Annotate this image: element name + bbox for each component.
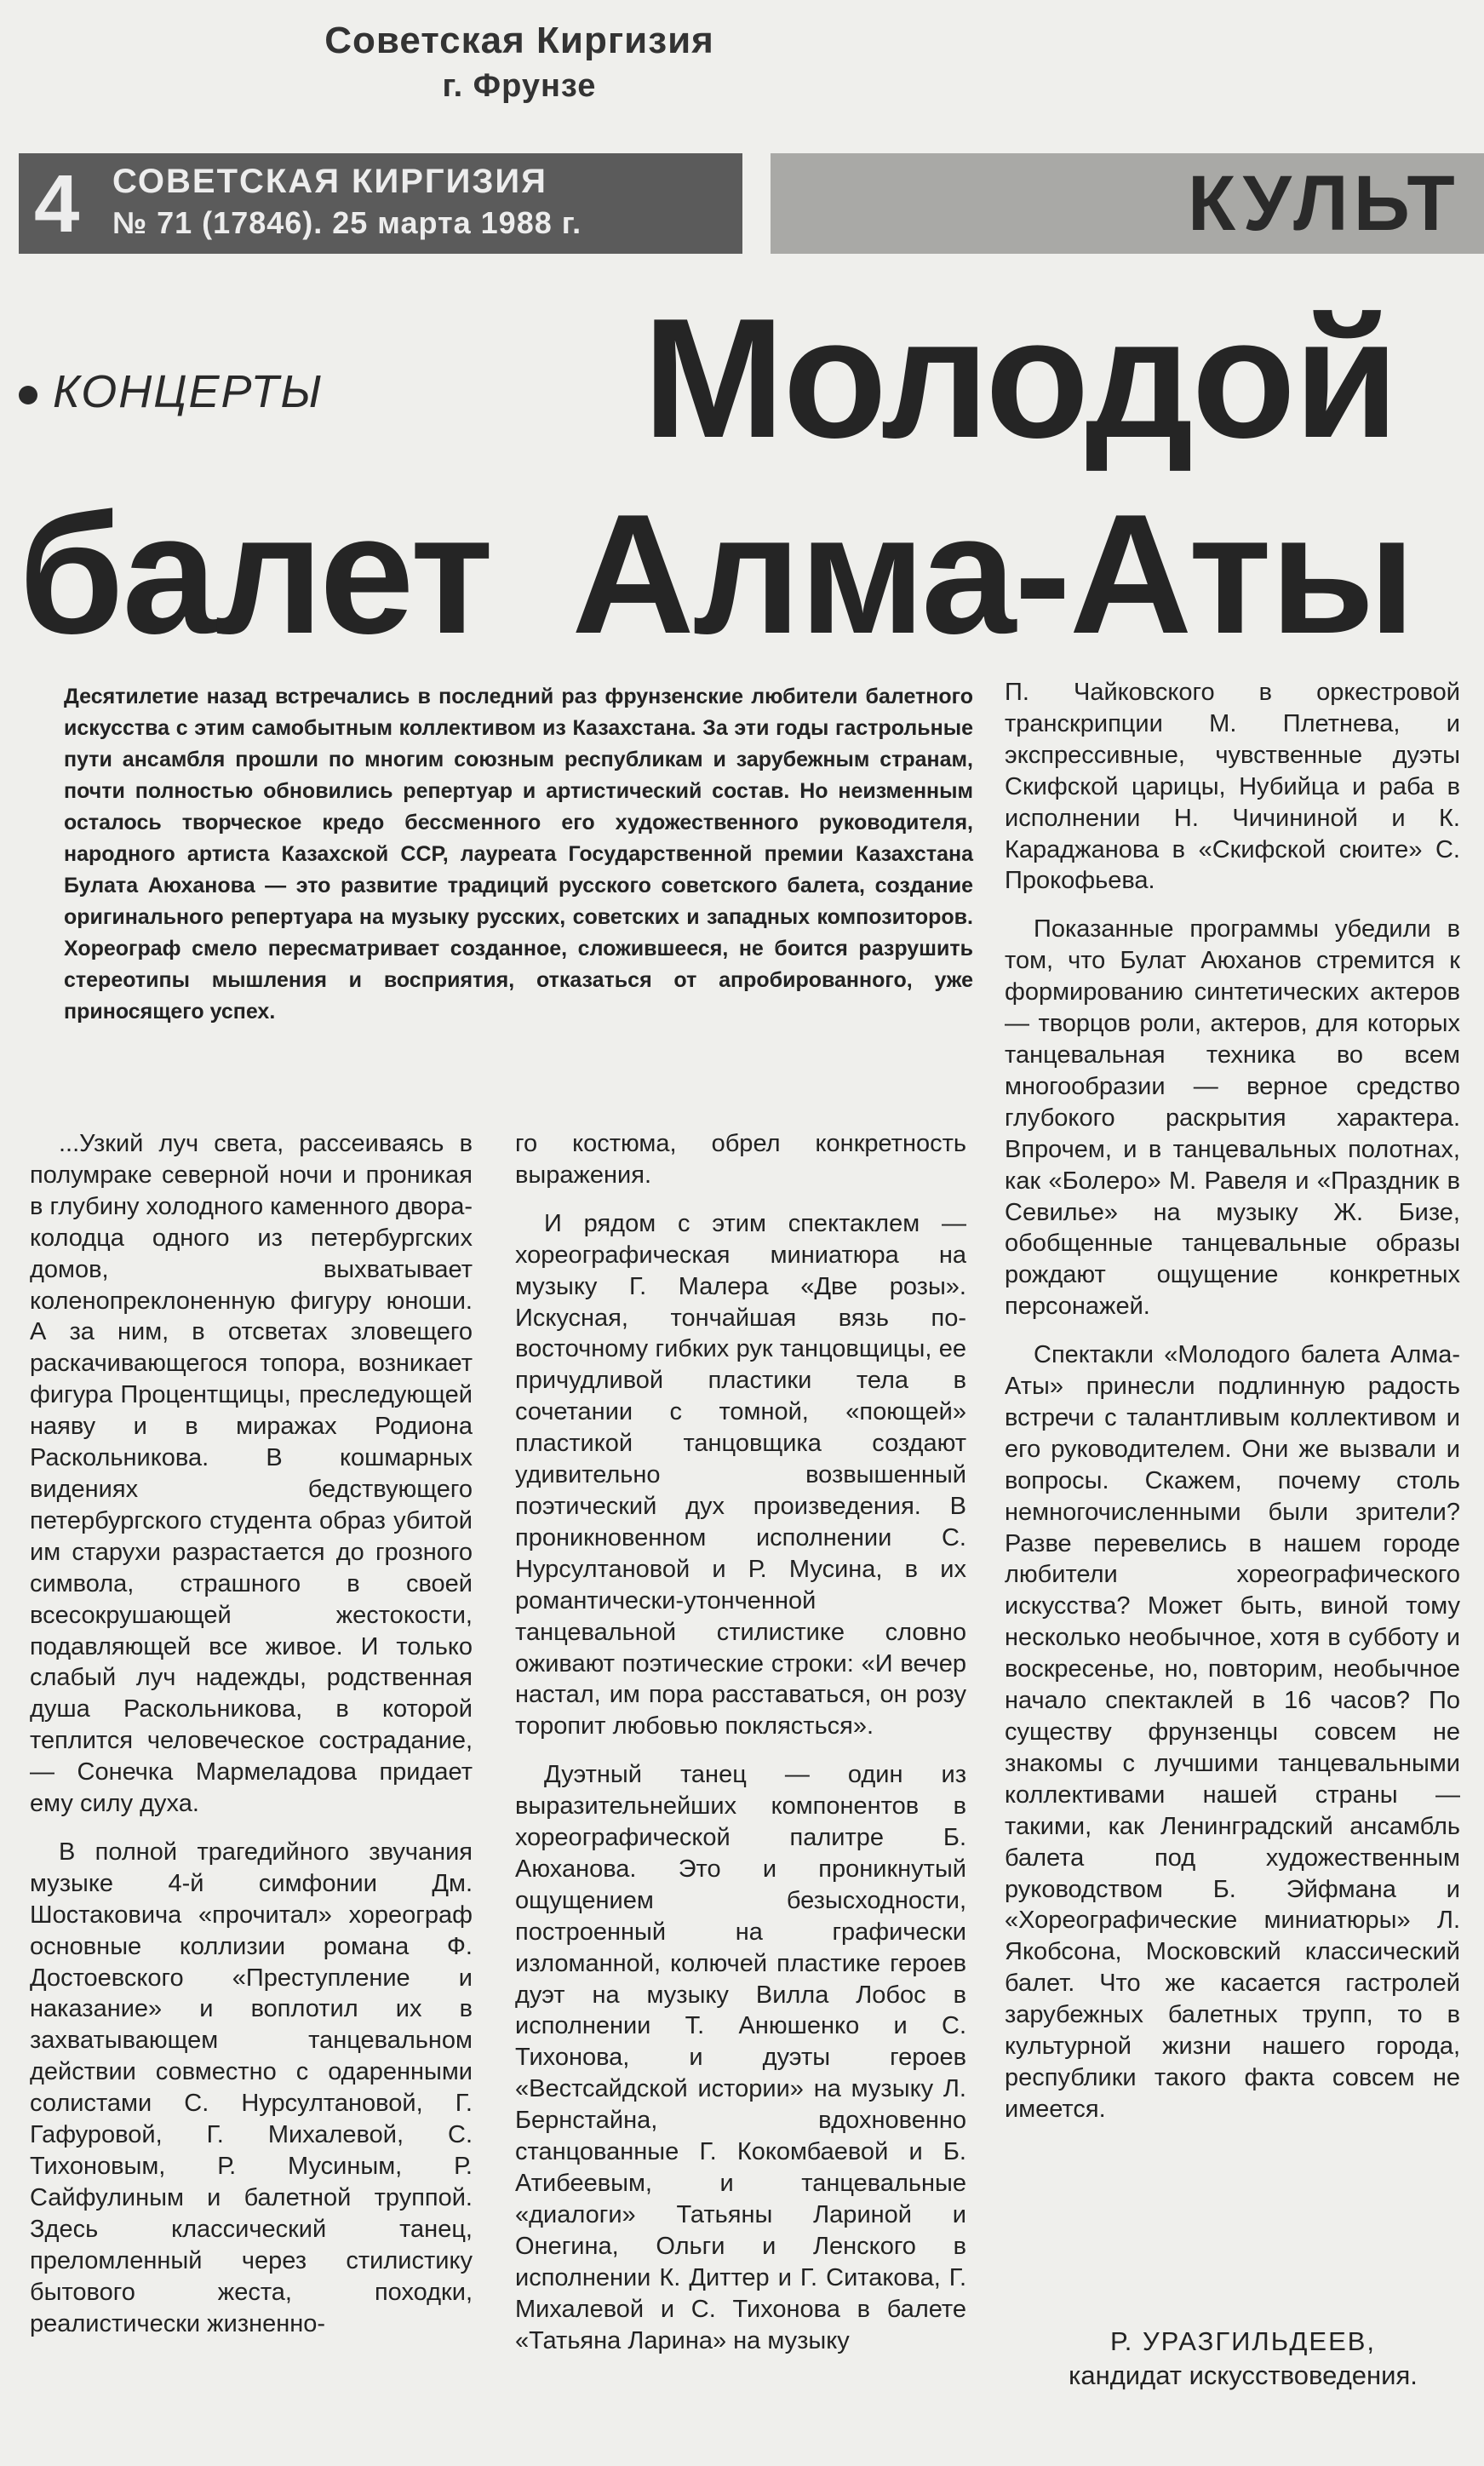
paragraph: И рядом с этим спектаклем — хореографическая миниатюра на музыку Г. Малера «Две розы». Искусная, тончайшая вязь по-восточному гибких рук танцовщицы, ее причудливой пластики тела в сочетании с томной, «поющей» пластикой танцовщика создают удивительно возвышенный поэтический дух произведения. В проникновенном исполнении С. Нурсултановой и Р. Мусина, в их романтически-утонченной танцевальной стилистике словно оживают поэтические строки: «И вечер настал, им пора расставаться, он розу торопит любовью поклясться». xyxy=(515,1209,966,1741)
article-lead: Десятилетие назад встречались в последний раз фрунзенские любители балетного искусства с этим самобытным коллективом из Казахстана. За эти годы гастрольные пути ансамбля прошли по многим союзным республикам и зарубежным странам, почти полностью обновились репертуар и артистический состав. Но неизменным осталось творческое кредо бессменного его художественного руководителя, народного артиста Казахской ССР, лауреата Государственной премии Казахстана Булата Аюханова — это развитие традиций русского советского балета, создание оригинального репертуара на музыку русских, советских и западных композиторов. Хореограф смело пересматривает созданное, сложившееся, не боится разрушить стереотипы мышления и восприятия, отказаться от апробированного, уже приносящего успех. xyxy=(64,685,973,1024)
issue-info: № 71 (17846). 25 марта 1988 г. xyxy=(112,205,582,240)
paragraph: Спектакли «Молодого балета Алма-Аты» принесли подлинную радость встречи с талантливым коллективом и его руководителем. Они же вызвали и вопросы. Скажем, почему столь немногочисленными были зрители? Разве перевелись в нашем городе любители хореографического искусства? Может быть, виной тому несколько необычное, хотя в субботу и воскресенье, но, повторим, необычное начало спектаклей в 16 часов? По существу фрунзенцы совсем не знакомы с лучшими танцевальными коллективами нашей страны — такими, как Ленинградский ансамбль балета под художественным руководством Б. Эйфмана и «Хореографические миниатюры» Л. Якобсона, Московский классический балет. Что же касается гастролей зарубежных балетных трупп, то в культурной жизни нашего города, республики такого факта совсем не имеется. xyxy=(1005,1341,1460,2123)
article-column-2 xyxy=(515,1128,966,2356)
stamp-line-1: Советская Киргизия xyxy=(324,20,714,61)
author-signature xyxy=(1022,2325,1464,2393)
page-number: 4 xyxy=(34,158,80,249)
paragraph: ...Узкий луч света, рассеиваясь в полумраке северной ночи и проникая в глубину холодного каменного двора-колодца одного из петербургских домов, выхватывает коленопреклоненную фигуру юноши. А за ним, в отсветах зловещего раскачивающегося топора, возникает фигура Процентщицы, преследующей наяву и в миражах Родиона Раскольникова. В кошмарных видениях бедствующего петербургского студента образ убитой им старухи разрастается до грозного символа, страшного в своей всесокрушающей жестокости, подавляющей все живое. И только слабый луч надежды, родственная душа Раскольникова, в которой теплится человеческое сострадание, — Сонечка Мармеладова придает ему силу духа. xyxy=(30,1130,473,1818)
archive-stamp xyxy=(281,17,758,107)
newspaper-name: СОВЕТСКАЯ КИРГИЗИЯ xyxy=(112,163,547,200)
paragraph: го костюма, обрел конкретность выражения. xyxy=(515,1130,966,1189)
author-name: Р. УРАЗГИЛЬДЕЕВ, xyxy=(1109,2326,1377,2356)
section-title: КУЛЬТ xyxy=(1188,160,1460,247)
paragraph: Показанные программы убедили в том, что Булат Аюханов стремится к формированию синтетических актеров — творцов роли, актеров, для которых танцевальная техника во всем многообразии — верное средство глубокого раскрытия характера. Впрочем, и в танцевальных полотнах, как «Болеро» М. Равеля и «Праздник в Севилье» на музыку Ж. Бизе, обобщенные танцевальные образы рождают ощущение конкретных персонажей. xyxy=(1005,915,1460,1321)
paragraph: Дуэтный танец — один из выразительнейших компонентов в хореографической палитре Б. Аюханова. Это и проникнутый ощущением безысходности, построенный на графически изломанной, колючей пластике героев дуэт на музыку Вилла Лобос в исполнении Т. Анюшенко и С. Тихонова, и дуэты героев «Вестсайдской истории» на музыку Л. Бернстайна, вдохновенно станцованные Г. Кокомбаевой и Б. Атибеевым, и танцевальные «диалоги» Татьяны Лариной и Онегина, Ольги и Ленского в исполнении К. Диттер и Г. Ситакова, Г. Михалевой и С. Тихонова в балете «Татьяна Ларина» на музыку xyxy=(515,1761,966,2354)
headline-line-1: Молодой xyxy=(643,284,1397,473)
section-bar xyxy=(771,153,1484,254)
paragraph: П. Чайковского в оркестровой транскрипции М. Плетнева, и экспрессивные, чувственные дуэты Скифской царицы, Нубийца и раба в исполнении Н. Чичининой и К. Караджанова в «Скифской сюите» С. Прокофьева. xyxy=(1005,679,1460,895)
masthead-bar xyxy=(19,153,742,254)
stamp-line-2: г. Фрунзе xyxy=(442,68,597,104)
rubric-label: КОНЦЕРТЫ xyxy=(53,366,324,417)
headline-line-2: балет Алма-Аты xyxy=(19,479,1414,669)
article-column-3 xyxy=(1005,677,1460,2125)
article-column-1 xyxy=(30,1128,473,2339)
bullet-icon xyxy=(19,386,37,404)
paragraph: В полной трагедийного звучания музыке 4-й симфонии Дм. Шостаковича «прочитал» хореограф основные коллизии романа Ф. Достоевского «Преступление и наказание» и воплотил их в захватывающем танцевальном действии совместно с одаренными солистами С. Нурсултановой, Г. Гафуровой, Г. Михалевой, С. Тихоновым, Р. Мусиным, Р. Сайфулиным и балетной труппой. Здесь классический танец, преломленный через стилистику бытового жеста, походки, реалистически жизненно- xyxy=(30,1838,473,2337)
rubric xyxy=(19,362,323,422)
author-title: кандидат искусствоведения. xyxy=(1069,2360,1418,2390)
